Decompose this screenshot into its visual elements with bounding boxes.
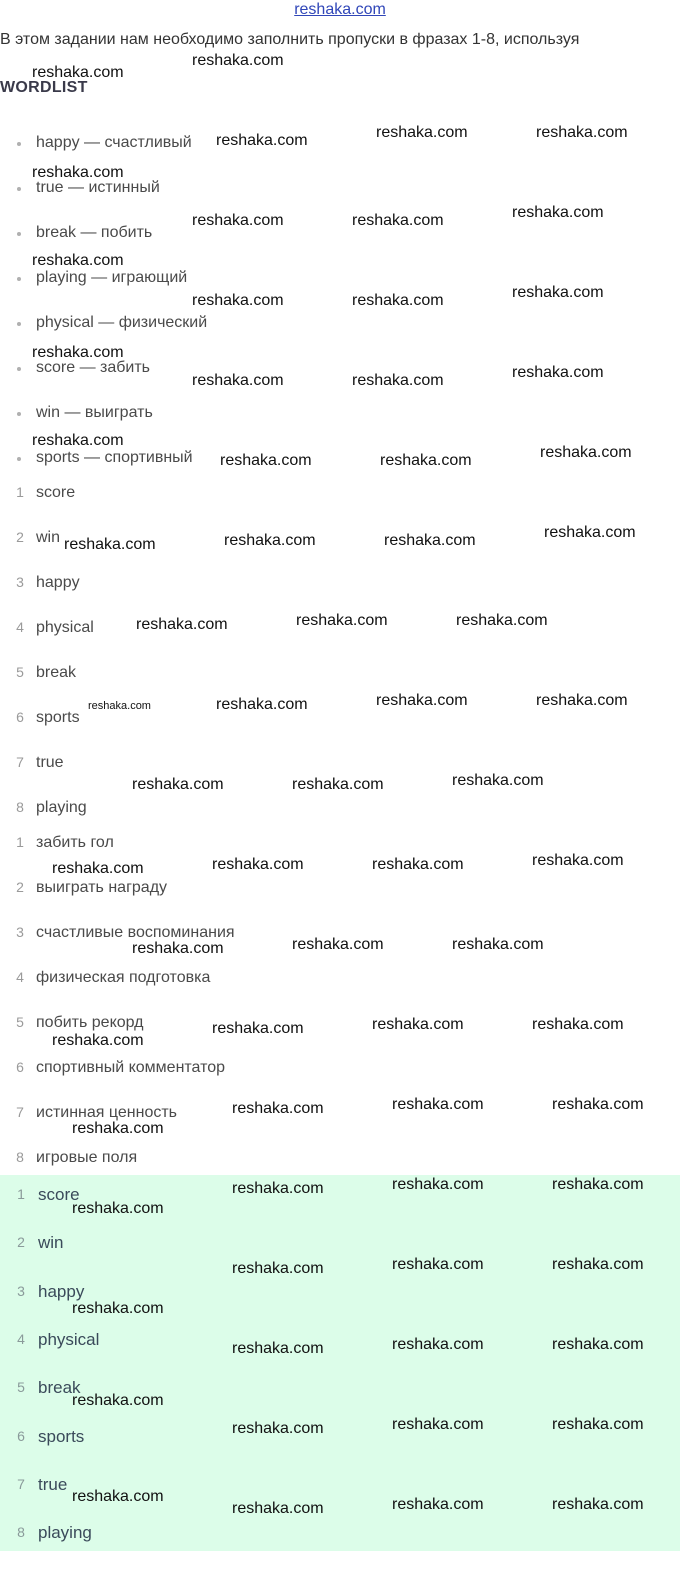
watermark: reshaka.com [456, 612, 548, 629]
watermark: reshaka.com [552, 1256, 644, 1273]
watermark: reshaka.com [372, 856, 464, 873]
watermark: reshaka.com [536, 124, 628, 141]
wordlist-heading: WORDLIST [0, 79, 88, 96]
watermark: reshaka.com [224, 532, 316, 549]
watermark: reshaka.com [392, 1496, 484, 1513]
watermark: reshaka.com [72, 1488, 164, 1505]
watermark: reshaka.com [192, 212, 284, 229]
watermark: reshaka.com [532, 1016, 624, 1033]
watermark: reshaka.com [216, 132, 308, 149]
watermark: reshaka.com [552, 1336, 644, 1353]
bullet-icon [17, 412, 21, 416]
watermark: reshaka.com [544, 524, 636, 541]
watermark: reshaka.com [392, 1336, 484, 1353]
watermark: reshaka.com [552, 1416, 644, 1433]
watermark: reshaka.com [372, 1016, 464, 1033]
site-link[interactable]: reshaka.com [294, 1, 386, 18]
watermark: reshaka.com [72, 1300, 164, 1317]
watermark: reshaka.com [540, 444, 632, 461]
watermark: reshaka.com [512, 204, 604, 221]
watermark: reshaka.com [384, 532, 476, 549]
watermark: reshaka.com [552, 1176, 644, 1193]
watermark: reshaka.com [452, 772, 544, 789]
watermark: reshaka.com [376, 124, 468, 141]
watermark: reshaka.com [376, 692, 468, 709]
watermark: reshaka.com [52, 1032, 144, 1049]
watermark: reshaka.com [532, 852, 624, 869]
watermark: reshaka.com [380, 452, 472, 469]
watermark: reshaka.com [72, 1392, 164, 1409]
watermark: reshaka.com [232, 1340, 324, 1357]
watermark: reshaka.com [232, 1420, 324, 1437]
watermark: reshaka.com [220, 452, 312, 469]
watermark: reshaka.com [232, 1100, 324, 1117]
watermark: reshaka.com [216, 696, 308, 713]
watermark: reshaka.com [32, 64, 124, 81]
answer-block: 1 score 2 win 3 happy 4 physical 5 break 6 sports 7 true 8 playing [0, 1175, 680, 1551]
watermark: reshaka.com [212, 856, 304, 873]
watermark: reshaka.com [536, 692, 628, 709]
watermark: reshaka.com [192, 52, 284, 69]
watermark: reshaka.com [352, 292, 444, 309]
bullet-icon [17, 322, 21, 326]
watermark: reshaka.com [552, 1496, 644, 1513]
watermark: reshaka.com [296, 612, 388, 629]
watermark: reshaka.com [232, 1260, 324, 1277]
watermark: reshaka.com [392, 1176, 484, 1193]
watermark: reshaka.com [64, 536, 156, 553]
watermark: reshaka.com [132, 940, 224, 957]
watermark: reshaka.com [392, 1256, 484, 1273]
watermark: reshaka.com [136, 616, 228, 633]
task-instruction: В этом задании нам необходимо заполнить пропуски в фразах 1-8, используя [0, 31, 580, 48]
watermark: reshaka.com [32, 432, 124, 449]
watermark: reshaka.com [88, 700, 151, 712]
watermark: reshaka.com [192, 292, 284, 309]
watermark: reshaka.com [232, 1180, 324, 1197]
watermark: reshaka.com [72, 1200, 164, 1217]
watermark: reshaka.com [232, 1500, 324, 1517]
watermark: reshaka.com [352, 372, 444, 389]
watermark: reshaka.com [392, 1096, 484, 1113]
watermark: reshaka.com [132, 776, 224, 793]
watermark: reshaka.com [512, 284, 604, 301]
watermark: reshaka.com [32, 344, 124, 361]
watermark: reshaka.com [192, 372, 284, 389]
watermark: reshaka.com [32, 252, 124, 269]
bullet-icon [17, 457, 21, 461]
bullet-icon [17, 187, 21, 191]
watermark: reshaka.com [292, 936, 384, 953]
bullet-icon [17, 232, 21, 236]
bullet-icon [17, 142, 21, 146]
watermark: reshaka.com [552, 1096, 644, 1113]
watermark: reshaka.com [32, 164, 124, 181]
watermark: reshaka.com [72, 1120, 164, 1137]
watermark: reshaka.com [512, 364, 604, 381]
watermark: reshaka.com [212, 1020, 304, 1037]
watermark: reshaka.com [452, 936, 544, 953]
watermark: reshaka.com [392, 1416, 484, 1433]
bullet-icon [17, 277, 21, 281]
watermark: reshaka.com [352, 212, 444, 229]
bullet-icon [17, 367, 21, 371]
watermark: reshaka.com [292, 776, 384, 793]
watermark: reshaka.com [52, 860, 144, 877]
